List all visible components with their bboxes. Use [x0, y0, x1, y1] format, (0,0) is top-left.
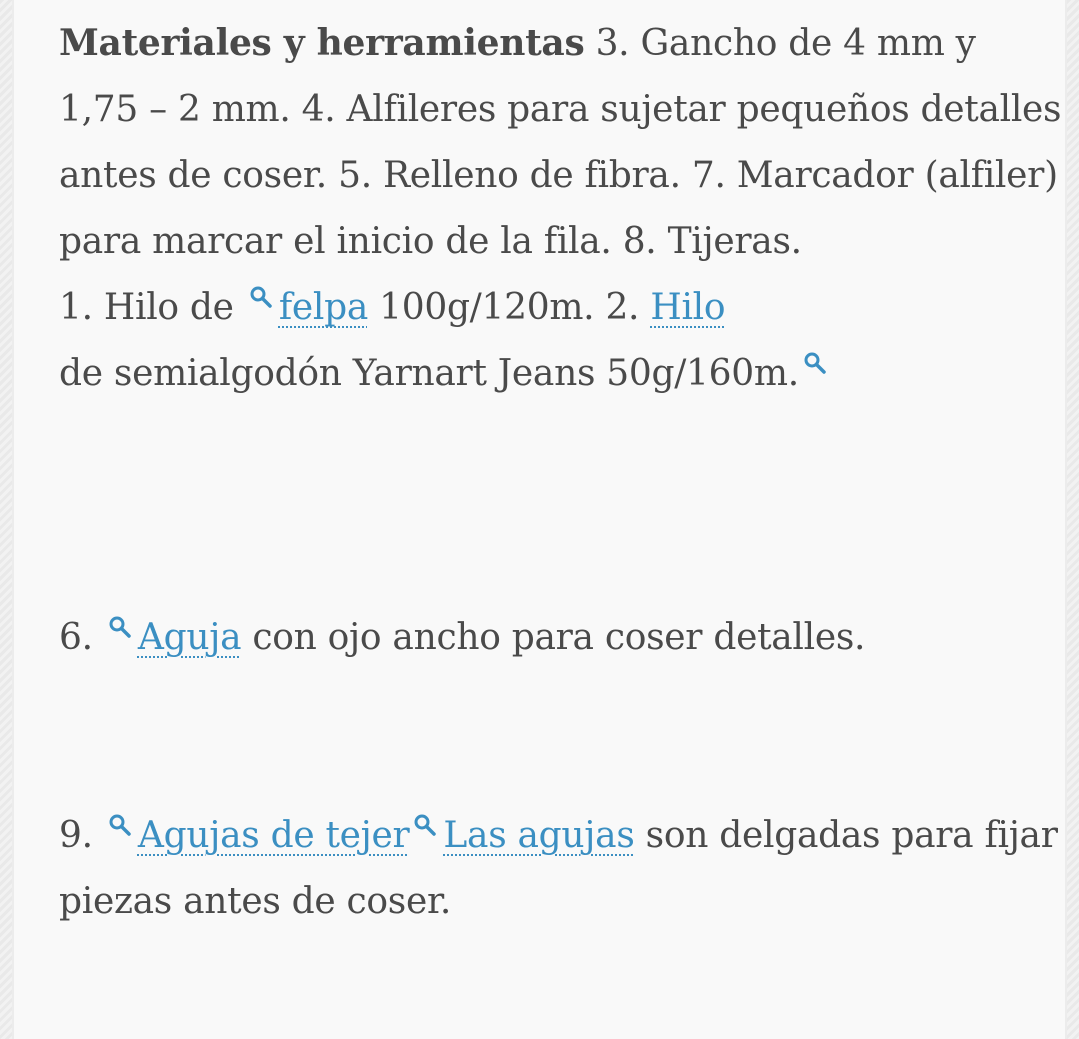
knitting-needles-paragraph [59, 803, 1065, 935]
search-icon[interactable] [803, 351, 827, 375]
materials-paragraph [59, 10, 1065, 275]
page-edge-right [1067, 0, 1079, 1039]
yarn-paragraph [59, 275, 1065, 407]
search-icon[interactable] [108, 615, 132, 639]
link-agujas-de-tejer[interactable]: Agujas de tejer [137, 815, 410, 856]
link-aguja[interactable]: Aguja [137, 617, 242, 658]
yarn-text-mid: 100g/120m. 2. [367, 287, 651, 328]
yarn-text-prefix: 1. Hilo de [59, 287, 245, 328]
knitting-text-suffix: son delgadas para fijar piezas antes de coser. [59, 815, 1058, 922]
materials-heading: Materiales y herramientas [59, 22, 585, 64]
link-hilo[interactable]: Hilo [650, 287, 726, 328]
search-icon[interactable] [413, 813, 437, 837]
needle-text-prefix: 6. [59, 617, 104, 658]
article-body [14, 0, 1065, 1039]
page-edge-left [0, 0, 12, 1039]
link-felpa[interactable]: felpa [278, 287, 368, 328]
search-icon[interactable] [108, 813, 132, 837]
materials-text: 3. Gancho de 4 mm y 1,75 – 2 mm. 4. Alfileres para sujetar pequeños detalles antes de coser. 5. Relleno de fibra. 7. Marcador (alfiler) para marcar el inicio de la fila. 8. Tijeras. [59, 23, 1062, 262]
search-icon[interactable] [249, 285, 273, 309]
yarn-text-suffix: de semialgodón Yarnart Jeans 50g/160m. [59, 353, 799, 394]
needle-text-suffix: con ojo ancho para coser detalles. [241, 617, 866, 658]
knitting-text-prefix: 9. [59, 815, 104, 856]
paragraph-gap [59, 671, 1065, 803]
image-placeholder-gap [59, 407, 1065, 605]
needle-paragraph [59, 605, 1065, 671]
link-las-agujas[interactable]: Las agujas [443, 815, 635, 856]
